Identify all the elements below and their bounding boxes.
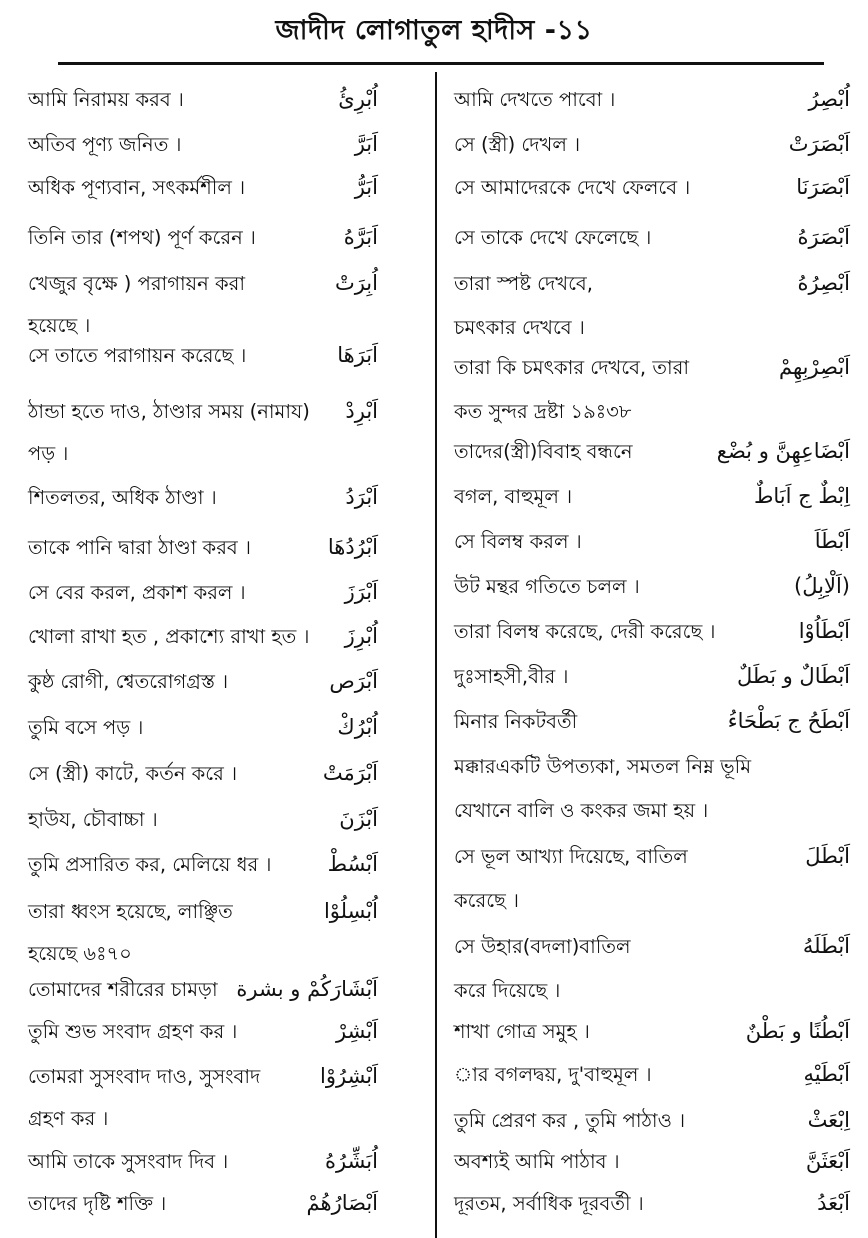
entry-meaning-line: সে উহার(বদলা)বাতিল	[454, 935, 631, 958]
entry-arabic-word: اُبْصِرُ	[808, 87, 850, 111]
entry-meaning-line: করে দিয়েছে ।	[454, 979, 561, 1002]
entry-meaning-line: তাদের দৃষ্টি শক্তি ।	[28, 1192, 167, 1215]
entry-arabic-word: اَبْشِرُوْا	[320, 1064, 378, 1088]
entry-arabic-word: اَبْصَارُهُمْ	[306, 1191, 378, 1215]
entry-arabic-word: اَبْصِرْبِهِمْ	[779, 355, 850, 379]
entry-arabic-word: اُبِرَتْ	[334, 271, 378, 295]
entry-arabic-word: اَبْصَرَتْ	[788, 132, 850, 156]
entry-meaning-line: তিনি তার (শপথ) পূর্ণ করেন ।	[28, 226, 256, 249]
entry-arabic-word: اَبَرَّ	[354, 132, 378, 156]
entry-meaning-line: খোলা রাখা হত , প্রকাশ্যে রাখা হত ।	[28, 625, 310, 648]
entry-arabic-word: اُبَشِّرُهُ	[324, 1149, 378, 1173]
entry-meaning-line: শিতলতর, অধিক ঠাণ্ডা ।	[28, 486, 217, 509]
entry-meaning-line: সে (স্ত্রী) কাটে, কর্তন করে ।	[28, 762, 238, 785]
entry-meaning-line: ার বগলদ্বয়, দু'বাহুমূল ।	[454, 1063, 652, 1086]
entry-meaning-line: অতিব পূণ্য জনিত ।	[28, 133, 182, 156]
entry-meaning-line: মিনার নিকটবর্তী	[454, 710, 578, 733]
entry-arabic-word: اَبْصَرَهُ	[797, 225, 850, 249]
entry-meaning-line: হয়েছে ।	[28, 314, 91, 337]
entry-arabic-word: اُبْرِئُ	[338, 87, 378, 111]
entry-arabic-word: اِبْطٌ ج اَبَاطٌ	[753, 484, 850, 508]
entry-meaning-line: দুঃসাহসী,বীর ।	[454, 665, 569, 688]
entry-meaning-line: হাউয, চৌবাচ্চা ।	[28, 808, 158, 831]
entry-arabic-word: اَبْزَنَ	[339, 807, 378, 831]
entry-meaning-line: কুষ্ঠ রোগী, শ্বেতরোগগ্রস্ত ।	[28, 670, 229, 693]
entry-arabic-word: اَبْضَاعِهِنَّ و بُضْع	[716, 439, 850, 463]
title-rule	[58, 62, 824, 65]
entry-arabic-word: اَبْرَمَتْ	[322, 761, 378, 785]
column-divider	[435, 72, 437, 1238]
entry-meaning-line: তাকে পানি দ্বারা ঠাণ্ডা করব ।	[28, 536, 251, 559]
entry-meaning-line: আমি দেখতে পাবো ।	[454, 88, 616, 111]
entry-arabic-word: اَبْطُنًا و بَطْنٌ	[745, 1019, 850, 1043]
entry-meaning-line: বগল, বাহুমূল ।	[454, 485, 573, 508]
entry-meaning-line: তারা বিলম্ব করেছে, দেরী করেছে ।	[454, 620, 716, 643]
entry-meaning-line: গ্রহণ কর ।	[28, 1107, 109, 1130]
entry-meaning-line: আমি নিরাময় করব ।	[28, 88, 184, 111]
entry-meaning-line: চমৎকার দেখবে ।	[454, 316, 585, 339]
entry-meaning-line: যেখানে বালি ও কংকর জমা হয় ।	[454, 799, 709, 822]
entry-arabic-word: اَبْطَاَ	[814, 529, 850, 553]
entry-arabic-word: اَبْطَلَهُ	[802, 934, 850, 958]
entry-meaning-line: তুমি প্রেরণ কর , তুমি পাঠাও ।	[454, 1109, 686, 1132]
entry-arabic-word: اُبْسِلُوْا	[323, 899, 378, 923]
entry-meaning-line: ঠান্ডা হতে দাও, ঠাণ্ডার সময় (নামায)	[28, 400, 310, 423]
entry-meaning-line: খেজুর বৃক্ষে ) পরাগায়ন করা	[28, 272, 245, 295]
entry-arabic-word: اَبَرُّ	[354, 175, 378, 199]
entry-meaning-line: তুমি বসে পড় ।	[28, 716, 144, 739]
entry-arabic-word: اَبْصَرَنَا	[796, 175, 850, 199]
entry-arabic-word: اَبْشِرْ	[336, 1019, 378, 1043]
entry-arabic-word: اَبْرَزَ	[344, 580, 378, 604]
entry-arabic-word: اَبْطَحُ ج بَطْحَاءُ	[727, 709, 850, 733]
entry-arabic-word: اَبْرِدْ	[345, 399, 378, 423]
entry-arabic-word: اَبَرَهَا	[337, 343, 378, 367]
entry-meaning-line: তুমি শুভ সংবাদ গ্রহণ কর ।	[28, 1020, 238, 1043]
entry-meaning-line: অধিক পূণ্যবান, সৎকর্মশীল ।	[28, 176, 246, 199]
entry-meaning-line: শাখা গোত্র সমুহ ।	[454, 1020, 590, 1043]
entry-meaning-line: অবশ্যই আমি পাঠাব ।	[454, 1150, 620, 1173]
entry-arabic-word: اَبَرَّهُ	[343, 225, 378, 249]
entry-meaning-line: আমি তাকে সুসংবাদ দিব ।	[28, 1150, 229, 1173]
entry-arabic-word: اَبْعَثَنَّ	[805, 1149, 850, 1173]
entry-arabic-word: اَبْعَدُ	[817, 1191, 850, 1215]
entry-arabic-word: اَبْسُطْ	[327, 852, 378, 876]
entry-meaning-line: মক্কারএকটি উপত্যকা, সমতল নিম্ন ভূমি	[454, 755, 752, 778]
entry-meaning-line: পড় ।	[28, 442, 69, 465]
entry-meaning-line: সে বিলম্ব করল ।	[454, 530, 582, 553]
entry-meaning-line: তারা স্পষ্ট দেখবে,	[454, 272, 593, 295]
entry-arabic-word: اَبْشَارَكُمْ و بشرة	[236, 977, 378, 1001]
entry-meaning-line: দূরতম, সর্বাধিক দূরবর্তী ।	[454, 1192, 644, 1215]
entry-arabic-word: اَبْطَلَ	[805, 844, 850, 868]
entry-arabic-word: اَبْطَالٌ و بَطَلٌ	[736, 664, 850, 688]
entry-meaning-line: সে (স্ত্রী) দেখল ।	[454, 133, 581, 156]
entry-meaning-line: উট মন্থর গতিতে চলল ।	[454, 575, 640, 598]
entry-arabic-word: اُبْرُكْ	[337, 715, 378, 739]
entry-arabic-word: اَبْصِرُهُ	[797, 271, 850, 295]
entry-meaning-line: সে তাতে পরাগায়ন করেছে ।	[28, 344, 247, 367]
entry-arabic-word: (اَلْاِبِلُ)	[794, 574, 850, 598]
entry-arabic-word: اَبْطَاُوْا	[798, 619, 850, 643]
entry-arabic-word: اَبْرَص	[329, 669, 378, 693]
entry-arabic-word: اَبْطَيْهِ	[803, 1062, 850, 1086]
entry-arabic-word: اُبْرِزَ	[344, 624, 378, 648]
entry-meaning-line: সে ভূল আখ্যা দিয়েছে, বাতিল	[454, 845, 688, 868]
entry-meaning-line: তারা কি চমৎকার দেখবে, তারা	[454, 356, 689, 379]
entry-arabic-word: اِبْعَثْ	[807, 1108, 850, 1132]
entry-meaning-line: হয়েছে ৬ঃ৭০	[28, 942, 132, 965]
entry-meaning-line: সে বের করল, প্রকাশ করল ।	[28, 581, 246, 604]
page-title: জাদীদ লোগাতুল হাদীস -১১	[275, 15, 593, 46]
entry-arabic-word: اَبْرَدُ	[345, 485, 378, 509]
entry-meaning-line: তাদের(স্ত্রী)বিবাহ বন্ধনে	[454, 440, 633, 463]
entry-arabic-word: اَبْرُدُهَا	[327, 535, 378, 559]
entry-meaning-line: তারা ধ্বংস হয়েছে, লাঞ্ছিত	[28, 900, 233, 923]
entry-meaning-line: করেছে ।	[454, 889, 520, 912]
entry-meaning-line: সে আমাদেরকে দেখে ফেলবে ।	[454, 176, 691, 199]
entry-meaning-line: তোমরা সুসংবাদ দাও, সুসংবাদ	[28, 1065, 261, 1088]
entry-meaning-line: তুমি প্রসারিত কর, মেলিয়ে ধর ।	[28, 853, 272, 876]
entry-meaning-line: তোমাদের শরীরের চামড়া	[28, 978, 218, 1001]
entry-meaning-line: সে তাকে দেখে ফেলেছে ।	[454, 226, 652, 249]
entry-meaning-line: কত সুন্দর দ্রষ্টা ১৯ঃ৩৮	[454, 400, 632, 423]
